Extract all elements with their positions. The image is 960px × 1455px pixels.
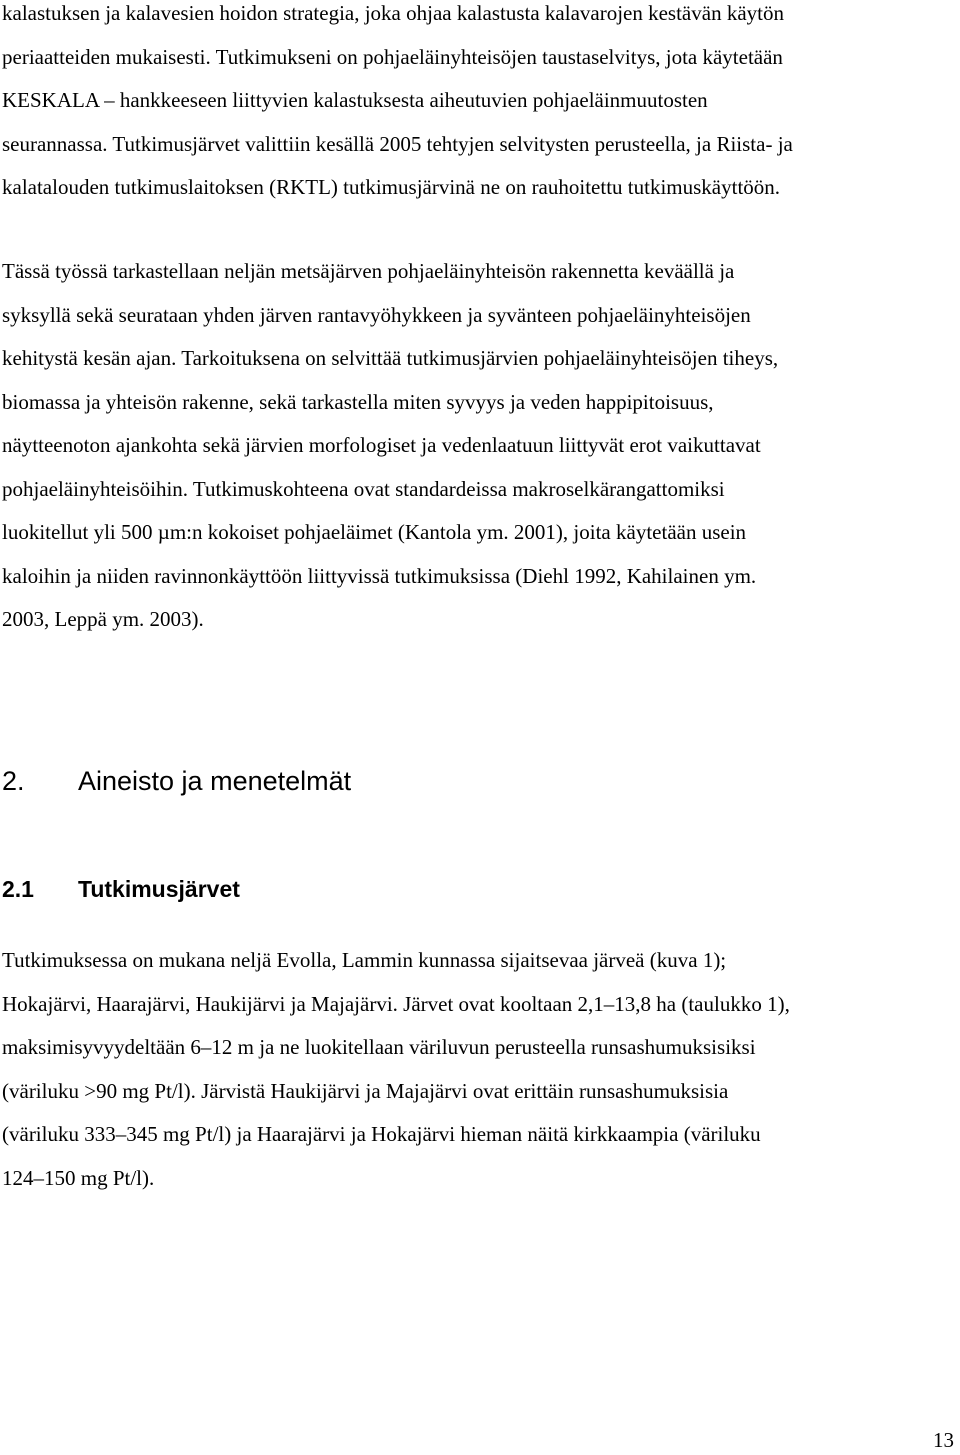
text-line: kehitystä kesän ajan. Tarkoituksena on selvittää tutkimusjärvien pohjaeläinyhteisöjen tiheys,: [2, 346, 779, 370]
text-line: (väriluku >90 mg Pt/l). Järvistä Haukijärvi ja Majajärvi ovat erittäin runsashumuksisia: [2, 1078, 729, 1103]
page-number: 13: [933, 1428, 954, 1452]
body-paragraph-intro: [2, 0, 948, 210]
text-line: luokitellut yli 500 µm:n kokoiset pohjaeläimet (Kantola ym. 2001), joita käytetään usein: [2, 520, 747, 544]
text-line: maksimisyvyydeltään 6–12 m ja ne luokitellaan väriluvun perusteella runsashumuksisiksi: [2, 1035, 756, 1059]
text-line: seurannassa. Tutkimusjärvet valittiin kesällä 2005 tehtyjen selvitysten perusteella, ja Riista- ja: [2, 131, 793, 156]
body-paragraph-lakes: [2, 939, 948, 1200]
text-line: Tutkimuksessa on mukana neljä Evolla, Lammin kunnassa sijaitsevaa järveä (kuva 1);: [2, 948, 727, 972]
text-line: 124–150 mg Pt/l).: [2, 1165, 155, 1190]
subsection-title: Tutkimusjärvet: [78, 876, 240, 902]
text-line: syksyllä sekä seurataan yhden järven rantavyöhykkeen ja syvänteen pohjaeläinyhteisöjen: [2, 302, 751, 327]
subsection-heading: [2, 871, 240, 907]
text-line: Hokajärvi, Haarajärvi, Haukijärvi ja Majajärvi. Järvet ovat kooltaan 2,1–13,8 ha (taulukko 1),: [2, 991, 790, 1016]
body-paragraph-aims: [2, 250, 948, 642]
text-line: näytteenoton ajankohta sekä järvien morfologiset ja vedenlaatuun liittyvät erot vaikuttavat: [2, 433, 761, 457]
text-line: kalatalouden tutkimuslaitoksen (RKTL) tutkimusjärvinä ne on rauhoitettu tutkimuskäyttöön.: [2, 175, 781, 199]
section-title: Aineisto ja menetelmät: [78, 766, 352, 796]
section-number: 2.: [2, 766, 25, 796]
text-line: kaloihin ja niiden ravinnonkäyttöön liittyvissä tutkimuksissa (Diehl 1992, Kahilainen ym.: [2, 563, 757, 588]
text-line: (väriluku 333–345 mg Pt/l) ja Haarajärvi ja Hokajärvi hieman näitä kirkkaampia (väriluku: [2, 1122, 761, 1146]
section-heading: [2, 761, 351, 801]
text-line: kalastuksen ja kalavesien hoidon strategia, joka ohjaa kalastusta kalavarojen kestävän käytön: [2, 1, 784, 25]
subsection-number: 2.1: [2, 876, 34, 902]
text-line: 2003, Leppä ym. 2003).: [2, 607, 204, 631]
text-line: periaatteiden mukaisesti. Tutkimukseni on pohjaeläinyhteisöjen taustaselvitys, jota käytetään: [2, 44, 783, 69]
text-line: Tässä työssä tarkastellaan neljän metsäjärven pohjaeläinyhteisön rakennetta keväällä ja: [2, 259, 735, 283]
text-line: pohjaeläinyhteisöihin. Tutkimuskohteena ovat standardeissa makroselkärangattomiksi: [2, 476, 725, 501]
text-line: KESKALA – hankkeeseen liittyvien kalastuksesta aiheutuvien pohjaeläinmuutosten: [2, 88, 708, 112]
text-line: biomassa ja yhteisön rakenne, sekä tarkastella miten syvyys ja veden happipitoisuus,: [2, 389, 714, 414]
